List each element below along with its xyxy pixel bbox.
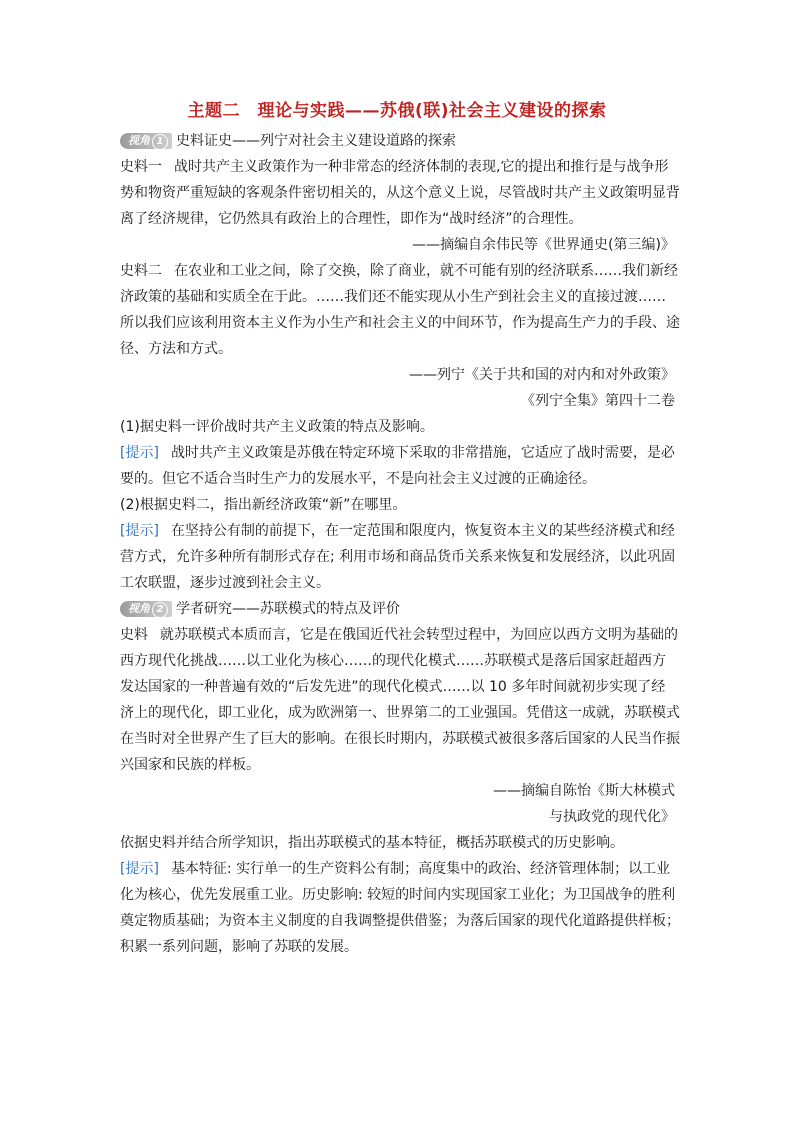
material-1-label: 史料一 bbox=[120, 159, 162, 175]
material-1-line bbox=[120, 154, 675, 180]
material-1-line: 势和物资严重短缺的客观条件密切相关的，从这个意义上说，尽管战时共产主义政策明显背 bbox=[120, 185, 680, 201]
badge-text: 视角 bbox=[128, 602, 150, 615]
material-2-source: ——列宁《关于共和国的对内和对外政策》 bbox=[409, 367, 675, 383]
section-2-heading-row bbox=[120, 596, 675, 622]
hint-tag: [提示] bbox=[120, 861, 159, 877]
material-1-line: 离了经济规律，它仍然具有政治上的合理性，即作为“战时经济”的合理性。 bbox=[120, 211, 583, 227]
answer-2-line bbox=[120, 518, 675, 544]
question-2: (2)根据史料二，指出新经济政策“新”在哪里。 bbox=[120, 497, 407, 513]
badge-text: 视角 bbox=[128, 134, 150, 147]
material-3-line: 济上的现代化，即工业化，成为欧洲第一、世界第二的工业强国。凭借这一成就，苏联模式 bbox=[120, 705, 680, 721]
material-3-line: 在当时对全世界产生了巨大的影响。在很长时期内，苏联模式被很多落后国家的人民当作振 bbox=[120, 731, 680, 747]
hint-tag: [提示] bbox=[120, 523, 159, 539]
page-title: 主题二 理论与实践——苏俄(联)社会主义建设的探索 bbox=[187, 101, 607, 121]
document-body bbox=[120, 128, 680, 960]
answer-2-line: 营方式，允许多种所有制形式存在; 利用市场和商品货币关系来恢复和发展经济，以此巩固 bbox=[120, 549, 676, 565]
answer-3-line: 积累一系列问题，影响了苏联的发展。 bbox=[120, 939, 358, 955]
section-2-heading: 学者研究——苏联模式的特点及评价 bbox=[176, 601, 400, 617]
material-2-line: 径、方法和方式。 bbox=[120, 341, 232, 357]
answer-3-text: 基本特征: 实行单一的生产资料公有制；高度集中的政治、经济管理体制；以工业 bbox=[170, 861, 671, 877]
answer-3-line: 化为核心，优先发展重工业。历史影响: 较短的时间内实现国家工业化；为卫国战争的胜利 bbox=[120, 887, 676, 903]
material-3-line: 西方现代化挑战……以工业化为核心……的现代化模式……苏联模式是落后国家赶超西方 bbox=[120, 653, 666, 669]
badge-number: 1 bbox=[152, 134, 168, 150]
material-2-source: 《列宁全集》第四十二卷 bbox=[521, 393, 675, 409]
badge-number: 2 bbox=[152, 602, 168, 618]
material-3-source: 与执政党的现代化》 bbox=[549, 809, 675, 825]
material-3-line: 发达国家的一种普遍有效的“后发先进”的现代化模式……以 10 多年时间就初步实现了经 bbox=[120, 679, 666, 695]
material-2-line: 所以我们应该利用资本主义作为小生产和社会主义的中间环节，作为提高生产力的手段、途 bbox=[120, 315, 680, 331]
answer-2-line: 工农联盟，逐步过渡到社会主义。 bbox=[120, 575, 330, 591]
material-2-line: 济政策的基础和实质全在于此。……我们还不能实现从小生产到社会主义的直接过渡…… bbox=[120, 289, 666, 305]
perspective-badge-1 bbox=[120, 133, 172, 149]
answer-3-line bbox=[120, 856, 675, 882]
material-3-line: 兴国家和民族的样板。 bbox=[120, 757, 260, 773]
perspective-badge-2 bbox=[120, 601, 172, 617]
section-1-heading-row bbox=[120, 128, 675, 154]
material-3-text: 就苏联模式本质而言，它是在俄国近代社会转型过程中，为回应以西方文明为基础的 bbox=[160, 627, 678, 643]
material-3-label: 史料 bbox=[120, 627, 148, 643]
material-3-line bbox=[120, 622, 678, 648]
answer-1-line bbox=[120, 440, 675, 466]
material-1-text: 战时共产主义政策作为一种非常态的经济体制的表现,它的提出和推行是与战争形 bbox=[174, 159, 669, 175]
material-1-source: ——摘编自余伟民等《世界通史(第三编)》 bbox=[412, 237, 675, 253]
material-2-text: 在农业和工业之间，除了交换，除了商业，就不可能有别的经济联系……我们新经 bbox=[174, 263, 678, 279]
answer-1-text: 战时共产主义政策是苏俄在特定环境下采取的非常措施，它适应了战时需要，是必 bbox=[170, 445, 675, 461]
material-2-label: 史料二 bbox=[120, 263, 162, 279]
section-1-heading: 史料证史——列宁对社会主义建设道路的探索 bbox=[176, 133, 456, 149]
answer-1-line: 要的。但它不适合当时生产力的发展水平，不是向社会主义过渡的正确途径。 bbox=[120, 471, 596, 487]
material-2-line bbox=[120, 258, 678, 284]
answer-3-line: 奠定物质基础；为资本主义制度的自我调整提供借鉴；为落后国家的现代化道路提供样板； bbox=[120, 913, 680, 929]
answer-2-text: 在坚持公有制的前提下，在一定范围和限度内，恢复资本主义的某些经济模式和经 bbox=[170, 523, 675, 539]
hint-tag: [提示] bbox=[120, 445, 159, 461]
material-3-source: ——摘编自陈怡《斯大林模式 bbox=[493, 783, 675, 799]
question-3: 依据史料并结合所学知识，指出苏联模式的基本特征，概括苏联模式的历史影响。 bbox=[120, 835, 624, 851]
question-1: (1)据史料一评价战时共产主义政策的特点及影响。 bbox=[120, 419, 434, 435]
